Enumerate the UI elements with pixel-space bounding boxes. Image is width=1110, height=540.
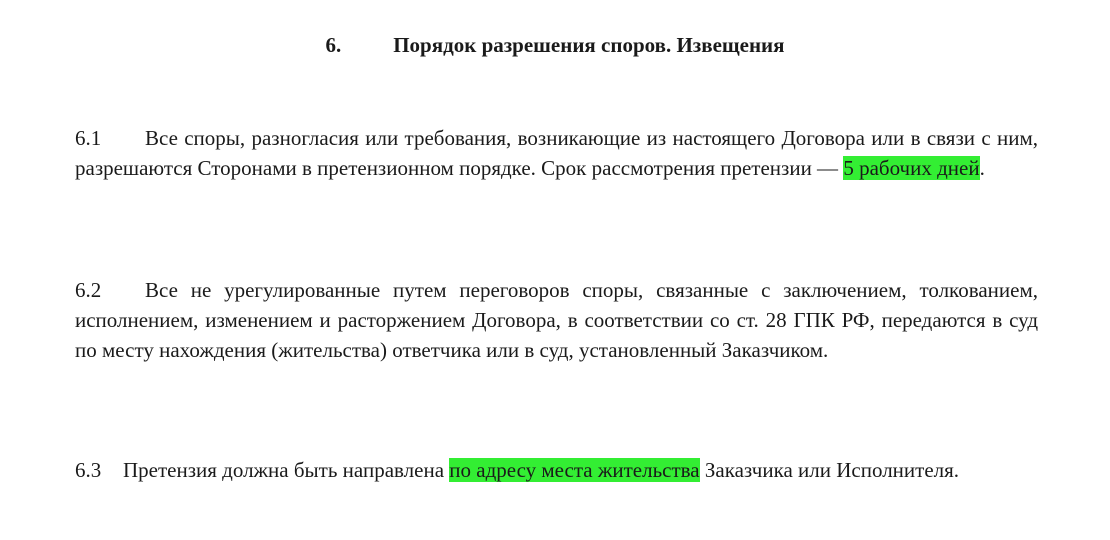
highlighted-term: по адресу места жительства (449, 458, 700, 482)
clause-text: Претензия должна быть направлена (123, 458, 450, 482)
section-number: 6. (325, 33, 342, 57)
section-heading (0, 30, 1110, 60)
clause-number: 6.3 (75, 458, 102, 482)
clause-text: Все не урегулированные путем переговоров споры, связанные с заключением, толкованием, исполнением, изменением и расторжением Договора, в соответствии со ст. 28 ГПК РФ, передаются в суд по месту нахождения (жительства) ответчика или в суд, установленный Заказчиком. (75, 278, 1038, 362)
clause-6-2 (75, 275, 1038, 365)
clause-6-3 (75, 455, 1038, 485)
clause-number: 6.2 (75, 278, 102, 302)
clause-number: 6.1 (75, 126, 102, 150)
highlighted-term: 5 рабочих дней (843, 156, 980, 180)
clause-text: Все споры, разногласия или требования, возникающие из настоящего Договора или в связи с ним, разрешаются Сторонами в претензионном порядке. Срок рассмотрения претензии — (75, 126, 1038, 180)
clause-text-end: Заказчика или Исполнителя. (699, 458, 960, 482)
clause-text-end: . (979, 156, 985, 180)
clause-6-1 (75, 123, 1038, 183)
section-title: Порядок разрешения споров. Извещения (393, 33, 785, 57)
